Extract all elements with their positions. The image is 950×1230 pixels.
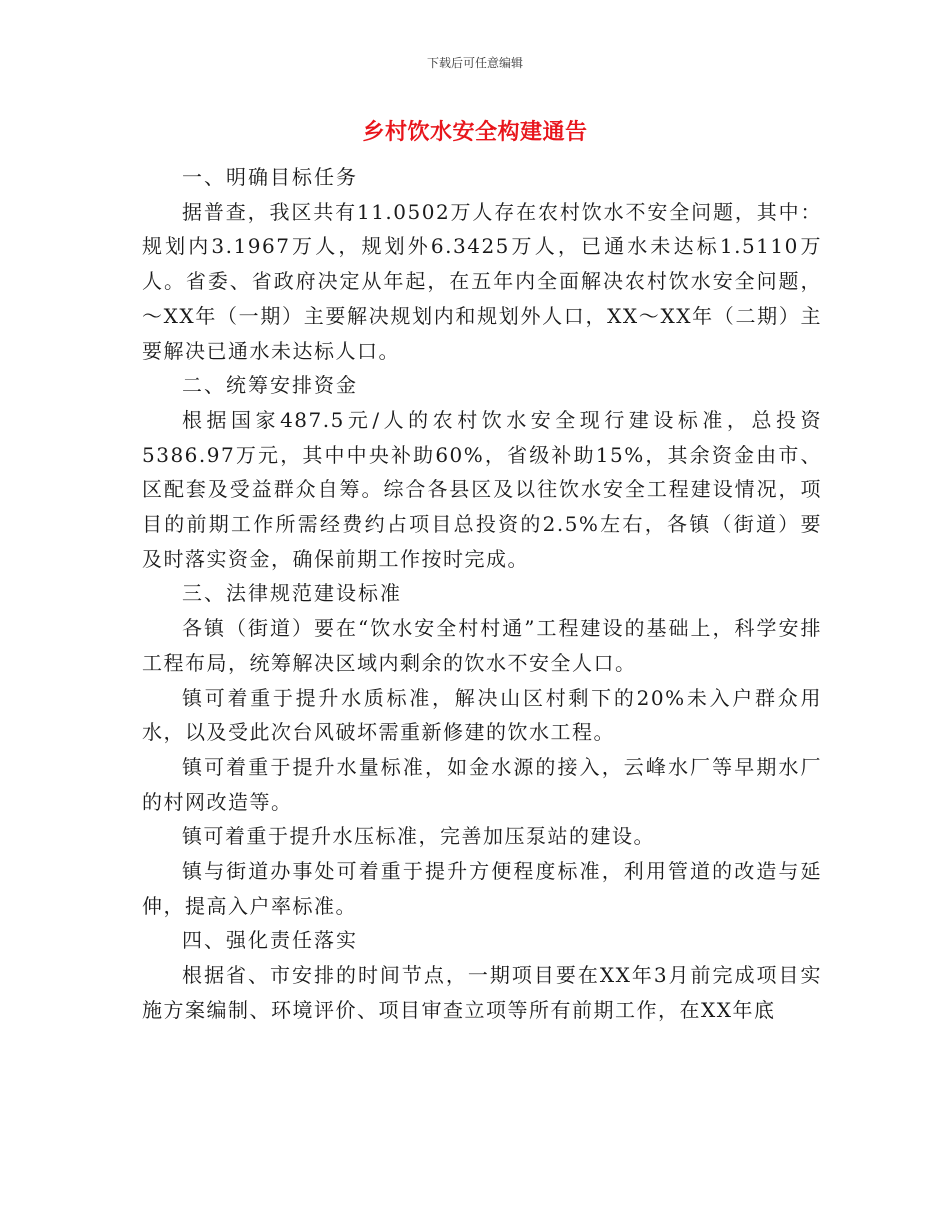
paragraph: 镇与街道办事处可着重于提升方便程度标准，利用管道的改造与延伸，提高入户率标准。 [142,859,822,918]
paragraph: 根据省、市安排的时间节点，一期项目要在XX年3月前完成项目实施方案编制、环境评价、项目审查立项等所有前期工作，在XX年底 [142,963,822,1022]
paragraph: 镇可着重于提升水量标准，如金水源的接入，云峰水厂等早期水厂的村网改造等。 [142,754,822,814]
paragraph: 根据国家487.5元/人的农村饮水安全现行建设标准，总投资5386.97万元，其中中央补助60%，省级补助15%，其余资金由市、区配套及受益群众自筹。综合各县区及以往饮水安全工程建设情况，项目的前期工作所需经费约占项目总投资的2.5%左右，各镇（街道）要及时落实资金，确保前期工作按时完成。 [142,407,822,571]
section-heading-4: 四、强化责任落实 [182,928,358,953]
paragraph: 据普查，我区共有11.0502万人存在农村饮水不安全问题，其中：规划内3.1967万人，规划外6.3425万人，已通水未达标1.5110万人。省委、省政府决定从年起，在五年内全面解决农村饮水安全问题，～XX年（一期）主要解决规划内和规划外人口，XX～XX年（二期）主要解决已通水未达标人口。 [142,199,822,363]
section-heading-3: 三、法律规范建设标准 [182,581,402,606]
page-header-note: 下载后可任意编辑 [426,56,523,70]
section-heading-1: 一、明确目标任务 [182,165,358,189]
paragraph: 镇可着重于提升水压标准，完善加压泵站的建设。 [182,824,655,849]
paragraph: 各镇（街道）要在“饮水安全村村通”工程建设的基础上，科学安排工程布局，统筹解决区域内剩余的饮水不安全人口。 [142,616,822,675]
document-body [142,160,822,1028]
paragraph: 镇可着重于提升水质标准，解决山区村剩下的20%未入户群众用水，以及受此次台风破坏需重新修建的饮水工程。 [142,685,822,745]
section-heading-2: 二、统筹安排资金 [182,373,358,398]
document-title: 乡村饮水安全构建通告 [362,119,588,145]
